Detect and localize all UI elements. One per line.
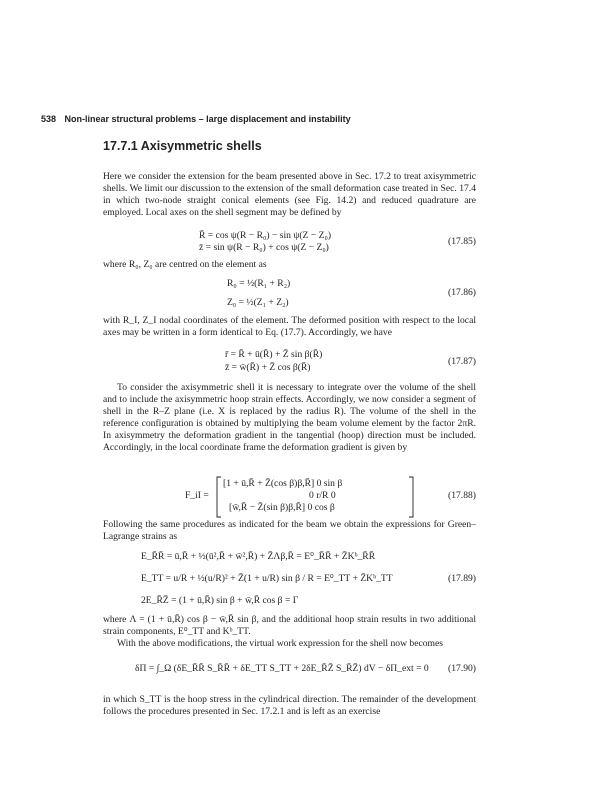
equation-number: (17.85) [448, 236, 476, 247]
equation-text: δΠ = ∫_Ω (δE_R̄R̄ S_R̄R̄ + δE_TT S_TT + 2δE_R̄Z̄ S_R̄Z̄) dV − δΠ_ext = 0 [135, 663, 429, 674]
equation-17-89-line3 [103, 595, 476, 607]
paragraph-intro: Here we consider the extension for the beam presented above in Sec. 17.2 to treat axisymmetric shells. We limit our discussion to the extension of the small deformation case treated in Sec. 17.4 in which two-node straight conical elements (see Fig. 14.2) and reduced quadrature are employed. Local axes on the shell segment may be defined by [103, 171, 476, 218]
paragraph-nodal: with R_I, Z_I nodal coordinates of the element. The deformed position with respect to the local axes may be written in a form identical to Eq. (17.7). Accordingly, we have [103, 315, 476, 338]
equation-text: z̄ = w̄(R̄) + Z̄ cos β(R̄) [225, 362, 311, 373]
paragraph-axisymmetric: To consider the axisymmetric shell it is necessary to integrate over the volume of the shell and to include the axisymmetric hoop strain effects. Accordingly, we now consider a segment of shell in the R–Z plane (i.e. X is replaced by the radius R). The volume of the shell in the reference configuration is obtained by multiplying the beam volume element by the factor 2πR. In axisymmetry the deformation gradient in the tangential (hoop) direction must be included. Accordingly, in the local coordinate frame the deformation gradient is given by [103, 382, 476, 453]
equation-number: (17.86) [448, 287, 476, 298]
page-number: 538 [41, 114, 57, 124]
equation-number: (17.90) [448, 663, 476, 674]
equation-17-90 [103, 663, 476, 675]
equation-17-87-line1 [103, 349, 476, 361]
equation-text: E_R̄R̄ = ū,R̄ + ½(ū²,R̄ + w̄²,R̄) + Z̄Λβ,R̄ = E⁰_R̄R̄ + Z̄Kᵇ_R̄R̄ [141, 551, 376, 562]
equation-17-85-line1 [103, 230, 476, 242]
matrix-row-3: [w̄,R̄ − Z̄(sin β)β,R̄] 0 cos β [229, 502, 335, 513]
equation-17-89-line1 [103, 551, 476, 563]
running-title: Non-linear structural problems – large displacement and instability [64, 114, 351, 124]
matrix-row-1: [1 + ū,R̄ + Z̄(cos β)β,R̄] 0 sin β [223, 478, 343, 489]
paragraph-following: Following the same procedures as indicated for the beam we obtain the expressions for Green–Lagrange strains as [103, 519, 476, 542]
equation-number: (17.87) [448, 356, 476, 367]
equation-17-88 [103, 478, 476, 516]
paragraph-centred: where R₀, Z₀ are centred on the element as [103, 259, 267, 270]
paragraph-where: where Λ = (1 + ū,R̄) cos β − w̄,R̄ sin β, and the additional hoop strain results in two additional strain components, E⁰_TT and Kᵇ_TT. [103, 614, 476, 637]
equation-text: Z₀ = ½(Z₁ + Z₂) [227, 297, 289, 308]
equation-text: E_TT = u/R + ½(u/R)² + Z̄(1 + u/R) sin β / R = E⁰_TT + Z̄Kᵇ_TT [141, 573, 393, 584]
paragraph-hoop: in which S_TT is the hoop stress in the cylindrical direction. The remainder of the development follows the procedures presented in Sec. 17.2.1 and is left as an exercise [103, 694, 476, 717]
equation-17-89-line2 [103, 573, 476, 585]
equation-text: R̄ = cos ψ(R − R₀) − sin ψ(Z − Z₀) [199, 230, 332, 241]
equation-text: 2E_R̄Z̄ = (1 + ū,R̄) sin β + w̄,R̄ cos β = Γ [141, 595, 299, 606]
running-header [41, 114, 561, 124]
paragraph-virtual-work: With the above modifications, the virtual work expression for the shell now becomes [117, 638, 443, 649]
matrix-lhs: F_iI = [185, 490, 209, 501]
equation-text: r̄ = R̄ + ū(R̄) + Z̄ sin β(R̄) [225, 349, 323, 360]
equation-number: (17.88) [448, 490, 476, 501]
equation-17-86-line1 [103, 278, 476, 290]
equation-text: z̄ = sin ψ(R − R₀) + cos ψ(Z − Z₀) [199, 242, 329, 253]
equation-17-85-line2 [103, 236, 476, 254]
section-heading: 17.7.1 Axisymmetric shells [103, 139, 262, 153]
equation-17-87-line2 [103, 356, 476, 374]
equation-text: R₀ = ½(R₁ + R₂) [227, 278, 291, 289]
equation-17-86-line2 [103, 287, 476, 309]
matrix-row-2: 0 r/R 0 [309, 490, 336, 501]
equation-number: (17.89) [448, 573, 476, 584]
